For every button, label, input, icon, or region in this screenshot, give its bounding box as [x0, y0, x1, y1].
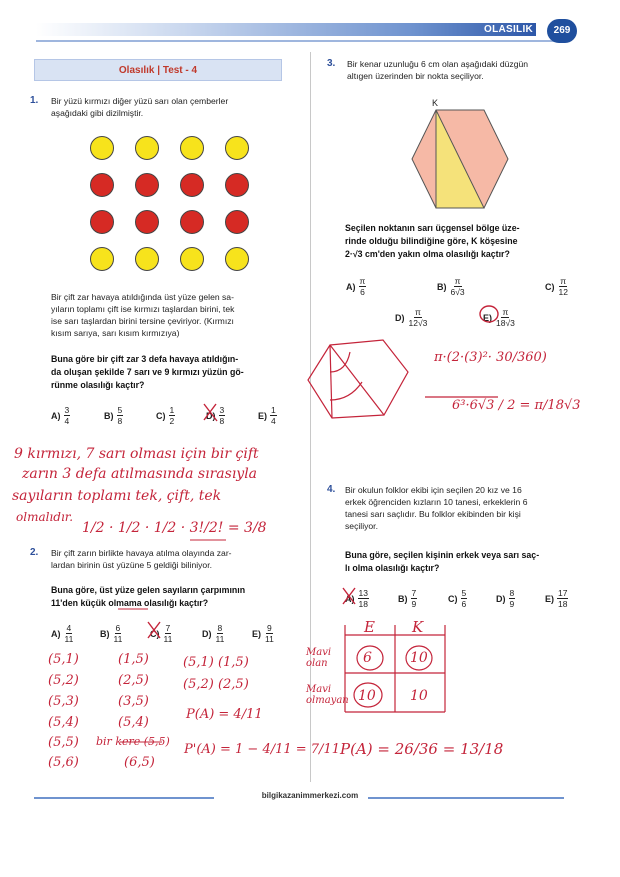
q1-number: 1.	[30, 95, 39, 106]
q3-question-3: 2·√3 cm'den yakın olma olasılığı kaçtır?	[345, 249, 510, 259]
q3-option-a[interactable]: A) $\frac{\pi}{6}$	[346, 276, 366, 297]
q1-question-1: Buna göre bir çift zar 3 defa havaya atıldığın-	[51, 354, 239, 364]
q3-hexagon-figure	[412, 110, 508, 208]
q3-intro-2: altıgen üzerinden bir nokta seçiliyor.	[347, 71, 484, 81]
q2-number: 2.	[30, 547, 39, 558]
q3-hand-area: 6³·6√3 / 2 = π/18√3	[452, 398, 581, 413]
q4-question-2: lı olma olasılığı kaçtır?	[345, 563, 440, 573]
q1-body-4: kısım sarıya, sarı kısım kırmızıya)	[51, 328, 180, 338]
q3-option-c[interactable]: C) $\frac{\pi}{12}$	[545, 276, 568, 297]
q1-option-b[interactable]: B) $\frac{5}{8}$	[104, 405, 123, 426]
q2-hand-c1-r6: (5,6)	[48, 755, 79, 770]
q2-question-2: 11'den küçük olmama olasılığı kaçtır?	[51, 598, 209, 608]
page-number-badge: 269	[547, 19, 577, 43]
q1-option-d[interactable]: D) $\frac{3}{8}$	[206, 405, 225, 426]
q1-body-1: Bir çift zar havaya atıldığında üst yüze gelen sa-	[51, 292, 234, 302]
q2-hand-c2-r3: (3,5)	[118, 694, 149, 709]
q3-question-2: rinde olduğu bilindiğine göre, K köşesine	[345, 236, 518, 246]
q2-hand-c2-r5: bir kere (5,5)	[96, 735, 170, 748]
q1-option-c[interactable]: C) $\frac{1}{2}$	[156, 405, 175, 426]
q4-table-row-mavi-olmayan: Mavi olmayan	[306, 684, 349, 706]
q1-intro-2: aşağıdaki gibi dizilmiştir.	[51, 108, 144, 118]
q2-option-e[interactable]: E) $\frac{9}{11}$	[252, 623, 274, 644]
q3-number: 3.	[327, 58, 336, 69]
q2-hand-c1-r5: (5,5)	[48, 735, 79, 750]
q1-handwriting-2: zarın 3 defa atılmasında sırasıyla	[22, 466, 258, 482]
q2-hand-c2-r4: (5,4)	[118, 715, 149, 730]
q4-table-col-e: E	[364, 618, 375, 636]
q4-cell-2-1: 10	[358, 688, 376, 704]
q4-intro-1: Bir okulun folklor ekibi için seçilen 20 kız ve 16	[345, 485, 522, 495]
q4-option-d[interactable]: D) $\frac{8}{9}$	[496, 588, 515, 609]
q3-question-1: Seçilen noktanın sarı üçgensel bölge üze-	[345, 223, 520, 233]
q4-option-c[interactable]: C) $\frac{5}{6}$	[448, 588, 467, 609]
q2-hand-c2-r1: (1,5)	[118, 652, 149, 667]
q3-hand-hexagon-sketch	[308, 340, 408, 418]
q2-hand-c2-r6: (6,5)	[124, 755, 155, 770]
q1-handwriting-3: sayıların toplamı tek, çift, tek	[12, 488, 222, 504]
q1-question-2: da oluşan şekilde 7 sarı ve 9 kırmızı yüzün gö-	[51, 367, 244, 377]
q2-intro-1: Bir çift zarın birlikte havaya atılma olayında zar-	[51, 548, 232, 558]
q4-option-b[interactable]: B) $\frac{7}{9}$	[398, 588, 417, 609]
q1-answer-mark	[204, 404, 217, 421]
q2-hand-c1-r2: (5,2)	[48, 673, 79, 688]
q2-hand-c2-r2: (2,5)	[118, 673, 149, 688]
q2-hand-c3-r1: (5,1) (1,5)	[183, 655, 249, 670]
q4-hand-probability: P(A) = 26/36 = 13/18	[340, 740, 504, 758]
q4-number: 4.	[327, 484, 336, 495]
q2-option-d[interactable]: D) $\frac{8}{11}$	[202, 623, 225, 644]
q2-option-a[interactable]: A) $\frac{4}{11}$	[51, 623, 74, 644]
q1-body-2: yıların toplamı çift ise kırmızı taşlardan birini, tek	[51, 304, 235, 314]
q4-table-col-k: K	[412, 618, 424, 636]
q2-hand-probability: P(A) = 4/11	[186, 707, 263, 722]
q3-option-d[interactable]: D) $\frac{\pi}{12√3}$	[395, 307, 428, 328]
q2-option-b[interactable]: B) $\frac{6}{11}$	[100, 623, 123, 644]
q4-cell-2-2: 10	[410, 688, 428, 704]
q1-handwriting-4: olmalıdır.	[16, 510, 74, 524]
q3-hand-formula: π·(2·(3)²· 30/360)	[434, 350, 547, 365]
footer-website: bilgikazanimmerkezi.com	[261, 791, 359, 800]
q2-answer-mark	[148, 622, 160, 638]
q1-question-3: rünme olasılığı kaçtır?	[51, 380, 145, 390]
q1-body-3: ise sarı taşlardan birini tersine çeviriyor. (Kırmızı	[51, 316, 234, 326]
q4-intro-3: tanesi sarı saçlıdır. Bu folklor ekibinden bir kişi	[345, 509, 521, 519]
q2-hand-c1-r1: (5,1)	[48, 652, 79, 667]
test-banner: Olasılık | Test - 4	[34, 59, 282, 81]
q2-hand-c1-r3: (5,3)	[48, 694, 79, 709]
q3-vertex-label-k: K	[432, 98, 439, 108]
q3-intro-1: Bir kenar uzunluğu 6 cm olan aşağıdaki düzgün	[347, 59, 529, 69]
running-title: OLASILIK	[484, 24, 534, 35]
q4-cell-1-2: 10	[410, 650, 428, 666]
q4-answer-mark	[343, 588, 355, 604]
q2-question-1: Buna göre, üst yüze gelen sayıların çarpımının	[51, 585, 246, 595]
q1-handwriting-1: 9 kırmızı, 7 sarı olması için bir çift	[14, 446, 259, 462]
q2-hand-c3-r2: (5,2) (2,5)	[183, 677, 249, 692]
q1-option-a[interactable]: A) $\frac{3}{4}$	[51, 405, 70, 426]
q3-option-b[interactable]: B) $\frac{\pi}{6√3}$	[437, 276, 465, 297]
q4-hand-table	[345, 625, 445, 712]
q4-table-row-mavi-olan: Mavi olan	[306, 647, 332, 669]
q2-hand-complement: P'(A) = 1 − 4/11 = 7/11	[184, 742, 340, 757]
q1-handwriting-5: 1/2 · 1/2 · 1/2 · 3!/2! = 3/8	[82, 520, 267, 536]
q1-intro-1: Bir yüzü kırmızı diğer yüzü sarı olan çemberler	[51, 96, 229, 106]
q4-option-a[interactable]: A) $\frac{13}{18}$	[345, 588, 368, 609]
q4-intro-4: seçiliyor.	[345, 521, 378, 531]
q3-option-e[interactable]: E) $\frac{\pi}{18√3}$	[483, 307, 515, 328]
q4-question-1: Buna göre, seçilen kişinin erkek veya sarı saç-	[345, 550, 540, 560]
q1-option-e[interactable]: E) $\frac{1}{4}$	[258, 405, 276, 426]
q2-hand-c1-r4: (5,4)	[48, 715, 79, 730]
q4-intro-2: erkek öğrenciden kızların 10 tanesi, erkeklerin 6	[345, 497, 528, 507]
q2-option-c[interactable]: C) $\frac{7}{11}$	[150, 623, 173, 644]
q4-cell-1-1: 6	[363, 650, 372, 666]
q4-option-e[interactable]: E) $\frac{17}{18}$	[545, 588, 568, 609]
q3-answer-mark	[480, 306, 498, 322]
q2-intro-2: lardan birinin üst yüzüne 5 geldiği biliniyor.	[51, 560, 212, 570]
